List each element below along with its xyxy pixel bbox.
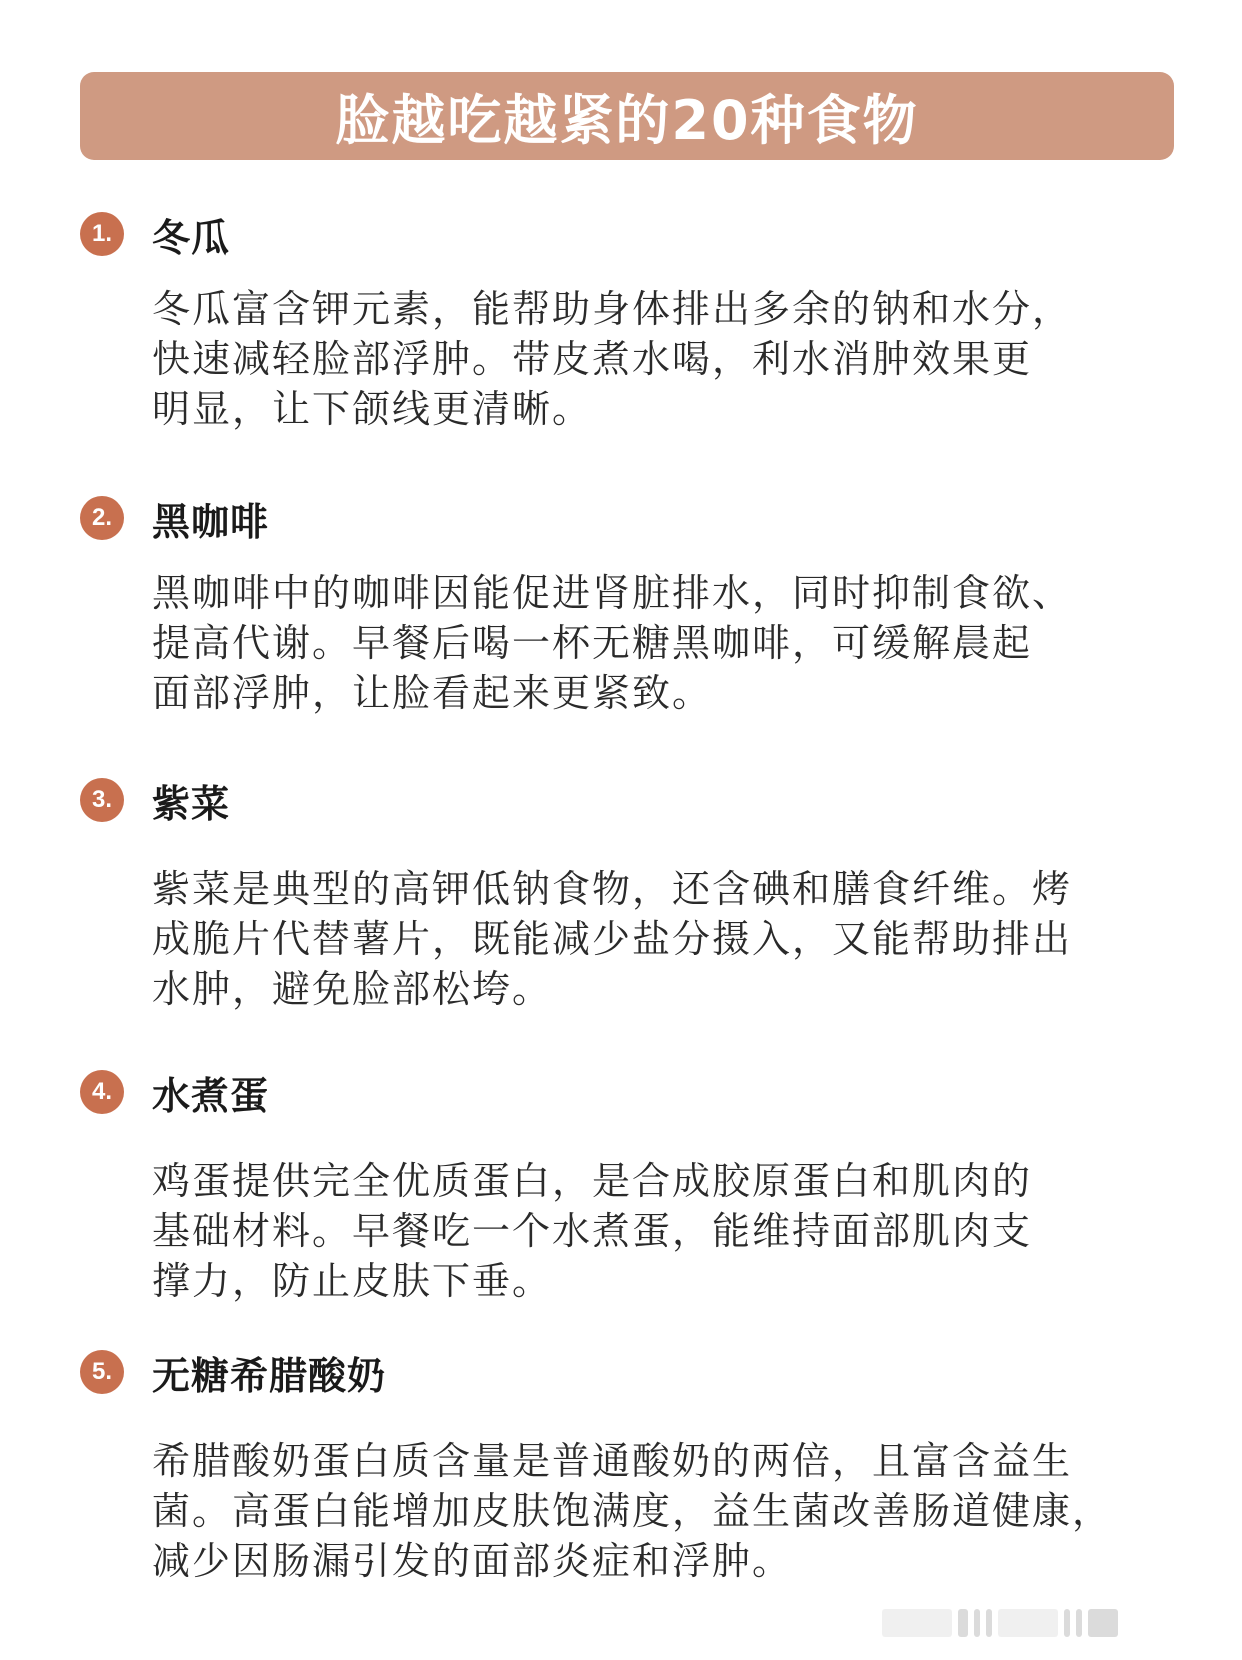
number-badge: 3. [80, 778, 124, 822]
number-badge: 1. [80, 212, 124, 256]
food-item-3 [80, 772, 1180, 1014]
title-banner [80, 72, 1174, 160]
description-line: 鸡蛋提供完全优质蛋白，是合成胶原蛋白和肌肉的 [152, 1159, 1033, 1203]
food-item-title: 紫菜 [152, 781, 231, 826]
food-item-header [80, 1344, 1180, 1400]
watermark-mark [974, 1609, 980, 1637]
description-line: 紫菜是典型的高钾低钠食物，还含碘和膳食纤维。烤 [152, 867, 1073, 911]
food-item-description [152, 1156, 1152, 1306]
description-line: 快速减轻脸部浮肿。带皮煮水喝，利水消肿效果更 [152, 337, 1033, 381]
watermark [882, 1606, 1182, 1640]
food-item-title: 黑咖啡 [152, 499, 270, 544]
watermark-mark [986, 1609, 992, 1637]
food-item-title: 水煮蛋 [152, 1073, 270, 1118]
food-item-1 [80, 206, 1180, 434]
watermark-mark [958, 1609, 968, 1637]
food-item-header [80, 1064, 1180, 1120]
number-badge: 5. [80, 1350, 124, 1394]
food-item-header [80, 490, 1180, 546]
description-line: 冬瓜富含钾元素，能帮助身体排出多余的钠和水分， [152, 287, 1073, 331]
food-item-title: 冬瓜 [152, 215, 231, 260]
description-line: 提高代谢。早餐后喝一杯无糖黑咖啡，可缓解晨起 [152, 621, 1033, 665]
description-line: 希腊酸奶蛋白质含量是普通酸奶的两倍，且富含益生 [152, 1439, 1073, 1483]
description-line: 水肿，避免脸部松垮。 [152, 967, 553, 1011]
description-line: 面部浮肿，让脸看起来更紧致。 [152, 671, 713, 715]
food-item-header [80, 206, 1180, 262]
food-item-description [152, 568, 1152, 718]
number-badge: 2. [80, 496, 124, 540]
description-line: 基础材料。早餐吃一个水煮蛋，能维持面部肌肉支 [152, 1209, 1033, 1253]
description-line: 成脆片代替薯片，既能减少盐分摄入，又能帮助排出 [152, 917, 1073, 961]
watermark-mark [1076, 1609, 1082, 1637]
watermark-mark [1064, 1609, 1070, 1637]
watermark-mark [882, 1609, 952, 1637]
food-item-2 [80, 490, 1180, 718]
food-item-description [152, 1436, 1152, 1586]
description-line: 黑咖啡中的咖啡因能促进肾脏排水，同时抑制食欲、 [152, 571, 1073, 615]
description-line: 减少因肠漏引发的面部炎症和浮肿。 [152, 1539, 793, 1583]
watermark-mark [1088, 1609, 1118, 1637]
page-title: 脸越吃越紧的20种食物 [335, 88, 919, 152]
number-badge: 4. [80, 1070, 124, 1114]
food-item-description [152, 284, 1152, 434]
description-line: 明显，让下颌线更清晰。 [152, 387, 593, 431]
watermark-mark [998, 1609, 1058, 1637]
food-item-header [80, 772, 1180, 828]
description-line: 撑力，防止皮肤下垂。 [152, 1259, 553, 1303]
description-line: 菌。高蛋白能增加皮肤饱满度，益生菌改善肠道健康， [152, 1489, 1113, 1533]
food-item-description [152, 864, 1152, 1014]
food-item-4 [80, 1064, 1180, 1306]
food-item-title: 无糖希腊酸奶 [152, 1353, 387, 1398]
food-item-5 [80, 1344, 1180, 1586]
